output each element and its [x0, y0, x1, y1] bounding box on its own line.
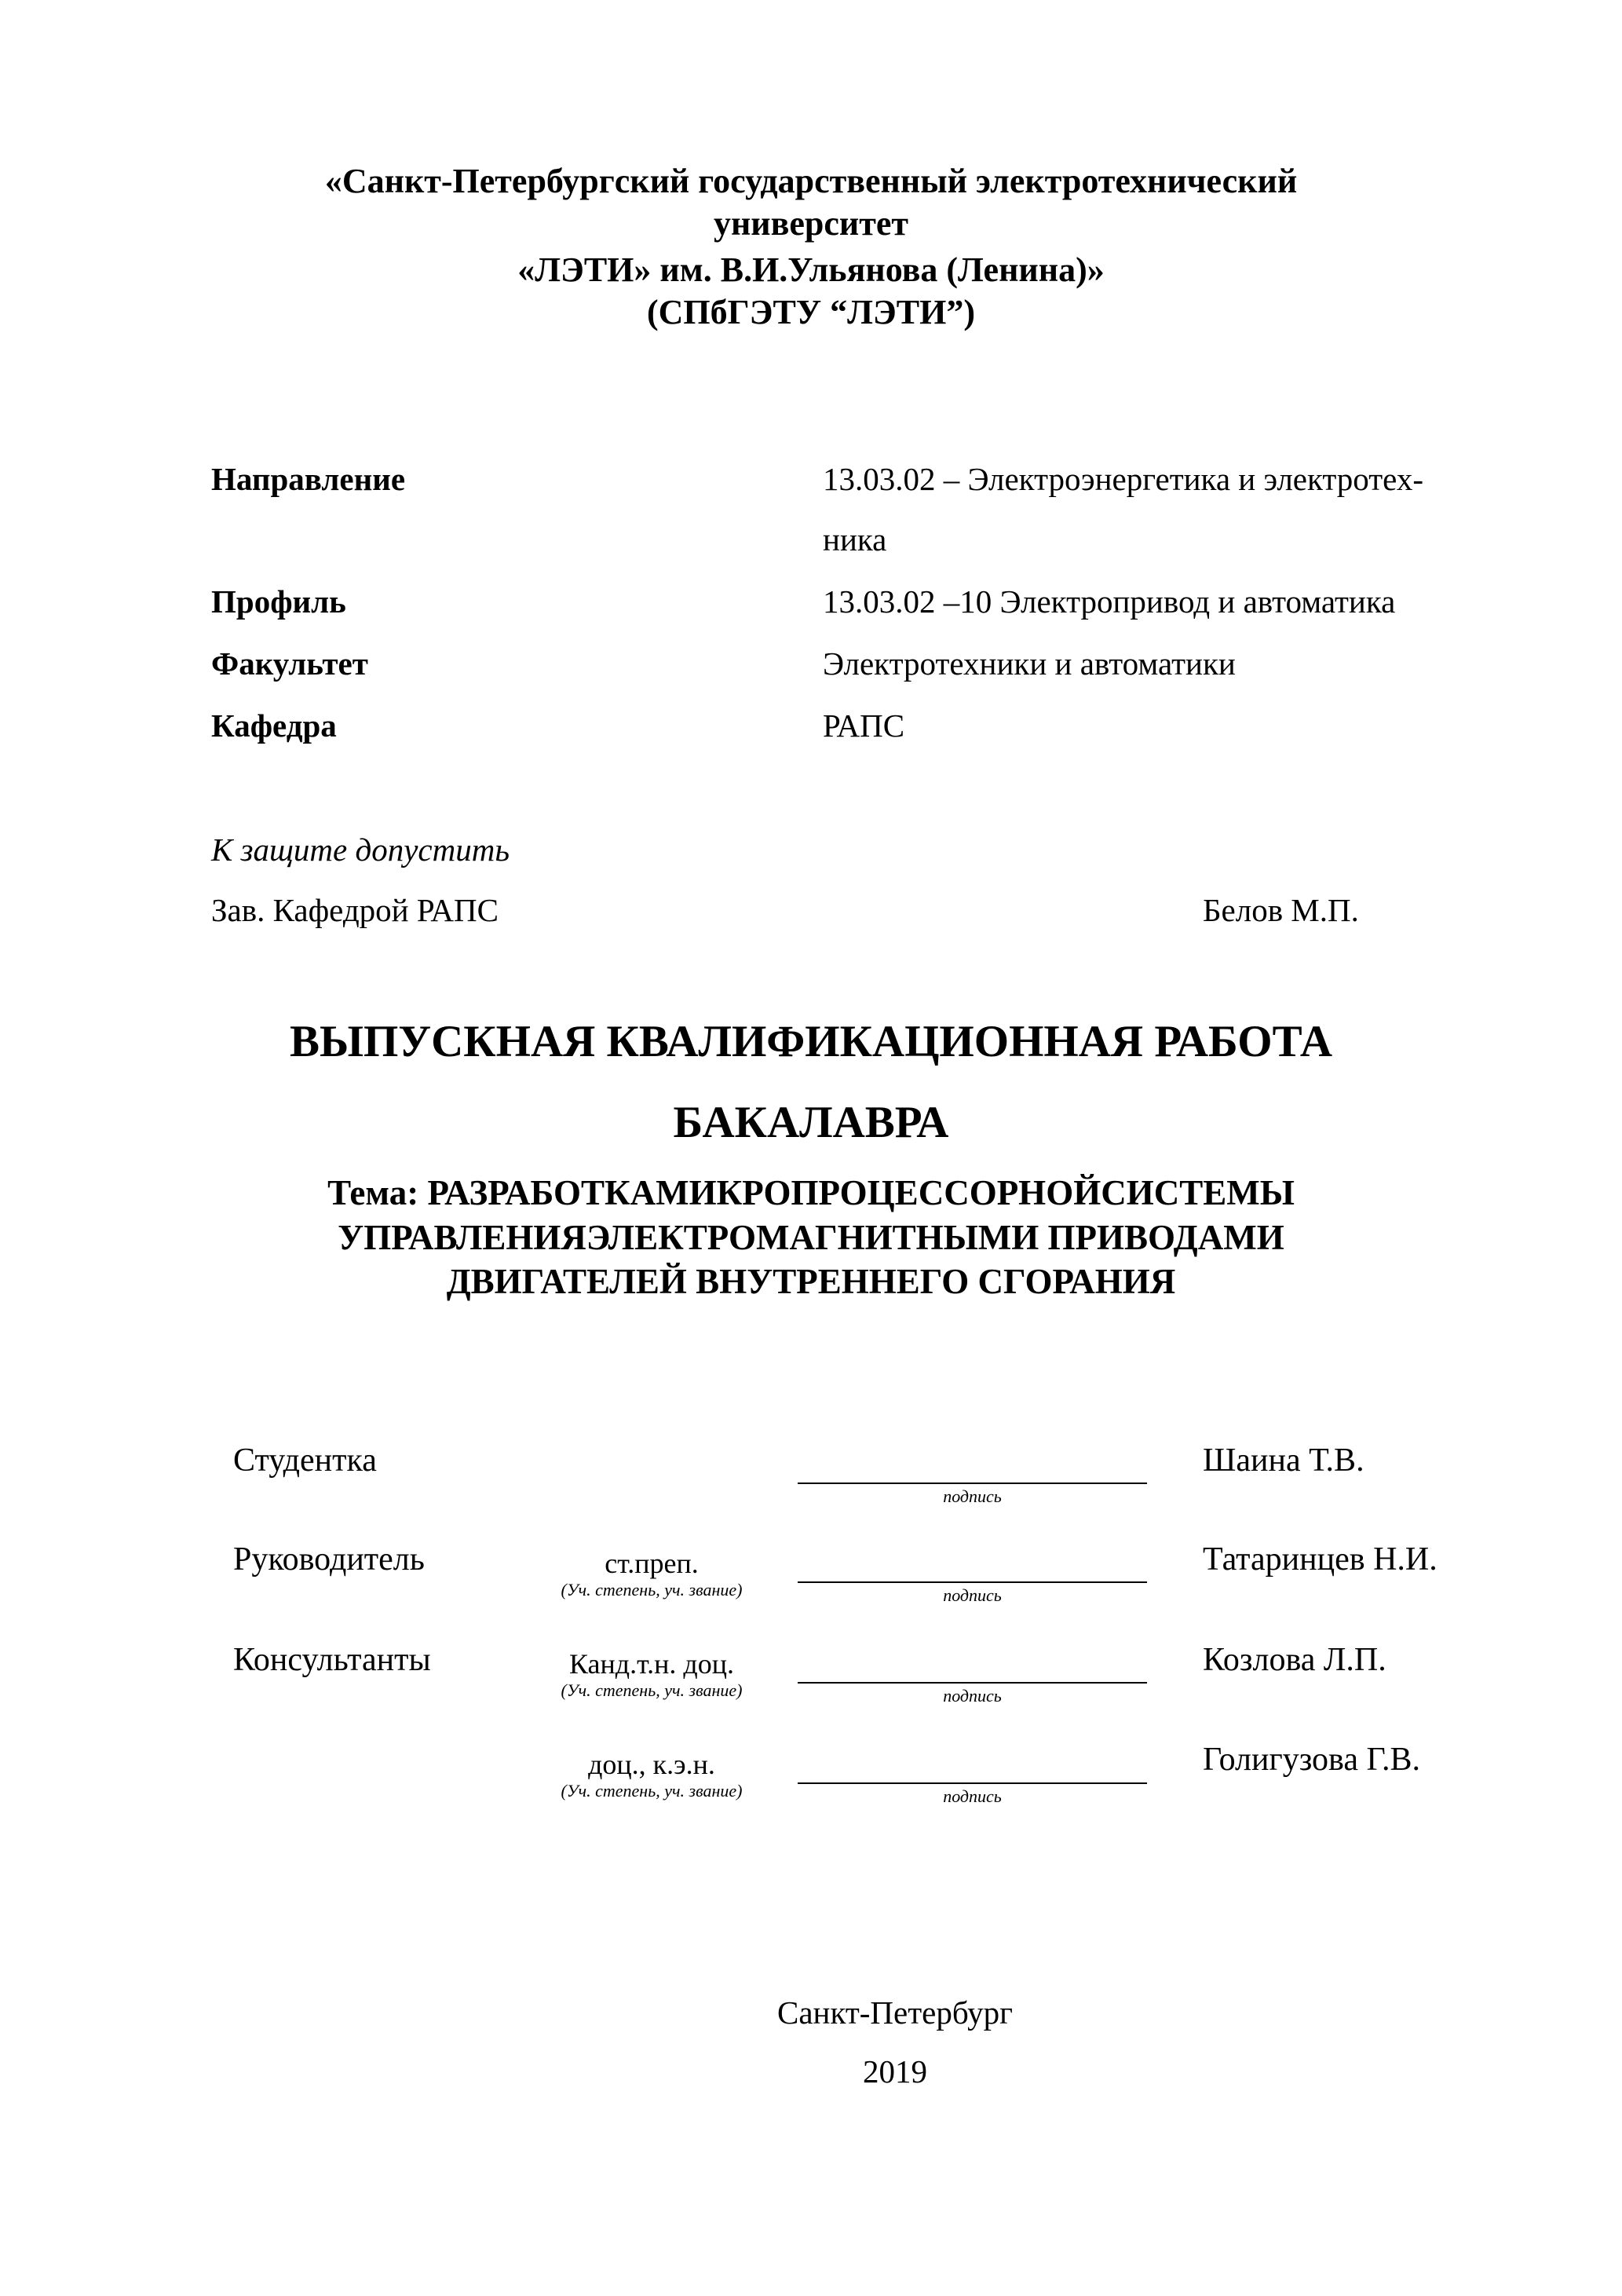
direction-label: Направление	[211, 461, 406, 497]
direction-value-cont: ника	[823, 521, 887, 558]
degree-caption: (Уч. степень, уч. звание)	[561, 1680, 743, 1700]
theme-line: УПРАВЛЕНИЯЭЛЕКТРОМАГНИТНЫМИ ПРИВОДАМИ	[338, 1218, 1284, 1257]
faculty-value: Электротехники и автоматики	[823, 645, 1236, 682]
supervisor-name: Татаринцев Н.И.	[1203, 1541, 1438, 1578]
direction-value: 13.03.02 – Электроэнергетика и электротех-	[823, 461, 1423, 497]
student-name: Шаина Т.В.	[1203, 1442, 1364, 1479]
head-name: Белов М.П.	[1203, 892, 1359, 928]
signature-caption: подпись	[943, 1786, 1002, 1806]
consultant-name: Козлова Л.П.	[1203, 1642, 1386, 1678]
theme-line: ДВИГАТЕЛЕЙ ВНУТРЕННЕГО СГОРАНИЯ	[446, 1262, 1176, 1301]
role-supervisor: Руководитель	[233, 1541, 425, 1578]
year: 2019	[863, 2053, 927, 2089]
department-label: Кафедра	[211, 707, 337, 744]
header-line: (СПбГЭТУ “ЛЭТИ”)	[647, 293, 975, 331]
signature-line	[798, 1581, 1147, 1583]
role-consultants: Консультанты	[233, 1642, 431, 1678]
supervisor-degree: ст.преп.	[605, 1548, 699, 1579]
consultant-degree: Канд.т.н. доц.	[569, 1648, 734, 1680]
consultant-name: Голигузова Г.В.	[1203, 1742, 1421, 1778]
signature-caption: подпись	[943, 1686, 1002, 1706]
title-line-1: ВЫПУСКНАЯ КВАЛИФИКАЦИОННАЯ РАБОТА	[289, 1017, 1332, 1066]
signature-caption: подпись	[943, 1585, 1002, 1605]
consultant-degree: доц., к.э.н.	[588, 1749, 715, 1780]
degree-caption: (Уч. степень, уч. звание)	[561, 1781, 743, 1801]
faculty-label: Факультет	[211, 645, 368, 682]
title-line-2: БАКАЛАВРА	[673, 1098, 949, 1147]
head-label: Зав. Кафедрой РАПС	[211, 892, 499, 928]
theme-line: Тема: РАЗРАБОТКАМИКРОПРОЦЕССОРНОЙСИСТЕМЫ	[327, 1173, 1295, 1212]
header-line: университет	[713, 204, 909, 243]
degree-caption: (Уч. степень, уч. звание)	[561, 1580, 743, 1600]
signature-line	[798, 1782, 1147, 1784]
signature-line	[798, 1483, 1147, 1484]
role-student: Студентка	[233, 1442, 377, 1479]
signature-caption: подпись	[943, 1486, 1002, 1506]
admit-text: К защите допустить	[211, 832, 510, 868]
department-value: РАПС	[823, 707, 905, 744]
header-line: «ЛЭТИ» им. В.И.Ульянова (Ленина)»	[517, 250, 1105, 289]
header-line: «Санкт-Петербургский государственный электротехнический	[324, 162, 1298, 200]
city: Санкт-Петербург	[777, 1994, 1013, 2031]
profile-value: 13.03.02 –10 Электропривод и автоматика	[823, 583, 1396, 620]
profile-label: Профиль	[211, 583, 346, 620]
signature-line	[798, 1682, 1147, 1684]
